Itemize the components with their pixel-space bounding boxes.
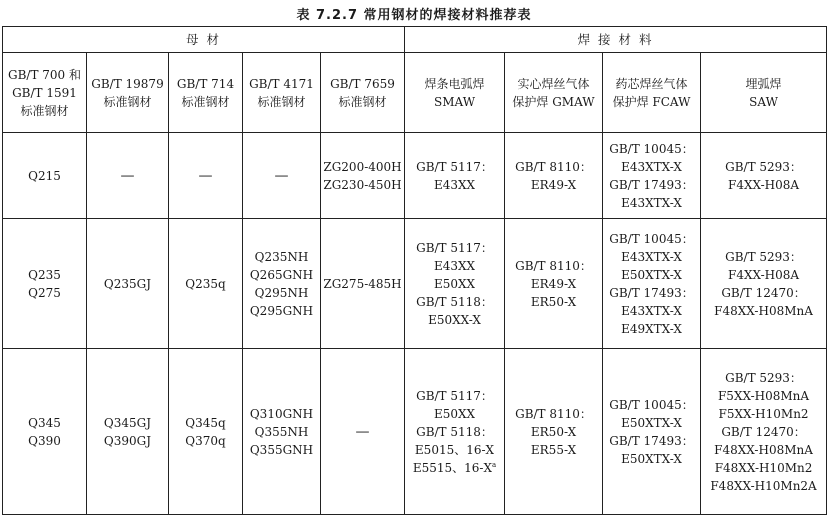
cell-saw: GB/T 5293： F5XX-H08MnA F5XX-H10Mn2 GB/T 12470： F48XX-H08MnA F48XX-H10Mn2 F48XX-H10Mn2A [701,349,827,515]
footnote-mark: a [492,460,497,469]
col-header-gmaw: 实心焊丝气体 保护焊 GMAW [505,53,603,133]
cell-saw: GB/T 5293： F4XX-H08A [701,133,827,219]
col-header-saw: 埋弧焊 SAW [701,53,827,133]
cell-smaw: GB/T 5117： E43XX [405,133,505,219]
cell-gmaw: GB/T 8110： ER49-X [505,133,603,219]
col-header-smaw: 焊条电弧焊 SMAW [405,53,505,133]
col-header-gbt7659: GB/T 7659 标准钢材 [321,53,405,133]
cell-gbt714: Q235q [169,219,243,349]
col-header-gbt714: GB/T 714 标准钢材 [169,53,243,133]
cell-gbt714: Q345q Q370q [169,349,243,515]
col-header-gbt700-1591: GB/T 700 和 GB/T 1591 标准钢材 [3,53,87,133]
col-header-gbt4171: GB/T 4171 标准钢材 [243,53,321,133]
table-title: 表 7.2.7 常用钢材的焊接材料推荐表 [296,8,532,23]
cell-gbt714: — [169,133,243,219]
cell-gbt7659: ZG275-485H [321,219,405,349]
col-header-gbt19879: GB/T 19879 标准钢材 [87,53,169,133]
cell-gbt19879: Q345GJ Q390GJ [87,349,169,515]
cell-gbt700-1591: Q235 Q275 [3,219,87,349]
column-header-row [3,53,827,133]
cell-gmaw: GB/T 8110： ER49-X ER50-X [505,219,603,349]
welding-material-table [2,26,827,515]
cell-gbt4171: Q235NH Q265GNH Q295NH Q295GNH [243,219,321,349]
group-header-row [3,27,827,53]
group-header-welding-material: 焊 接 材 料 [405,27,827,53]
cell-gmaw: GB/T 8110： ER50-X ER55-X [505,349,603,515]
cell-gbt7659: — [321,349,405,515]
table-row [3,219,827,349]
cell-gbt700-1591: Q345 Q390 [3,349,87,515]
cell-gbt4171: Q310GNH Q355NH Q355GNH [243,349,321,515]
cell-fcaw: GB/T 10045： E50XTX-X GB/T 17493： E50XTX-X [603,349,701,515]
cell-gbt700-1591: Q215 [3,133,87,219]
cell-gbt19879: — [87,133,169,219]
table-row [3,349,827,515]
cell-smaw: GB/T 5117： E43XX E50XX GB/T 5118： E50XX-X [405,219,505,349]
cell-gbt4171: — [243,133,321,219]
col-header-fcaw: 药芯焊丝气体 保护焊 FCAW [603,53,701,133]
cell-gbt19879: Q235GJ [87,219,169,349]
cell-saw: GB/T 5293： F4XX-H08A GB/T 12470： F48XX-H08MnA [701,219,827,349]
group-header-base-metal: 母 材 [3,27,405,53]
table-row [3,133,827,219]
cell-fcaw: GB/T 10045： E43XTX-X GB/T 17493： E43XTX-X [603,133,701,219]
cell-gbt7659: ZG200-400H ZG230-450H [321,133,405,219]
cell-smaw: GB/T 5117： E50XX GB/T 5118： E5015、16-X E5515、$16-X^a$ [405,349,505,515]
cell-fcaw: GB/T 10045： E43XTX-X E50XTX-X GB/T 17493： E43XTX-X E49XTX-X [603,219,701,349]
